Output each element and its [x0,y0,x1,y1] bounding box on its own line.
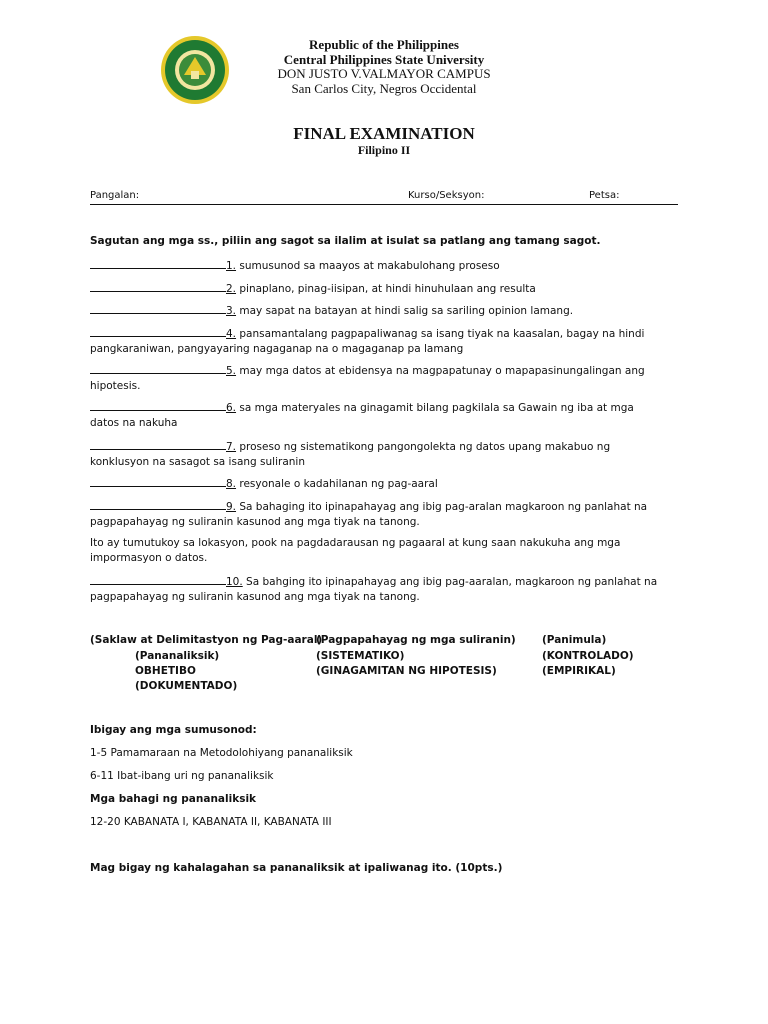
answer-blank[interactable] [90,280,226,292]
answer-blank[interactable] [90,438,226,450]
name-label: Pangalan: [90,190,140,201]
answer-blank[interactable] [90,325,226,337]
question-item: 2. pinaplano, pinag-iisipan, at hindi hinuhulaan ang resulta [90,280,680,297]
location-question: Ito ay tumutukoy sa lokasyon, pook na pagdadarausan ng pagaaral at kung saan nakukuha ang mga impormasyon o datos. [90,537,621,564]
part3-question: Mag bigay ng kahalagahan sa pananaliksik at ipaliwanag ito. (10pts.) [90,862,503,874]
header-city: San Carlos City, Negros Occidental [291,81,477,96]
choice: (GINAGAMITAN NG HIPOTESIS) [316,665,497,677]
choice: (SISTEMATIKO) [316,650,405,662]
header-republic: Republic of the Philippines [309,37,459,52]
header-campus: DON JUSTO V.VALMAYOR CAMPUS [277,66,491,81]
answer-blank[interactable] [90,573,226,585]
answer-blank[interactable] [90,399,226,411]
choice: (DOKUMENTADO) [135,680,238,692]
part2-heading: Ibigay ang mga sumusonod: [90,724,257,736]
choice: (Pagpapahayag ng mga suliranin) [316,634,516,646]
answer-blank[interactable] [90,362,226,374]
answer-blank[interactable] [90,498,226,510]
exam-subject: Filipino II [357,143,411,157]
question-item: 1. sumusunod sa maayos at makabulohang proseso [90,257,680,274]
part2-line: 12-20 KABANATA I, KABANATA II, KABANATA III [90,816,332,828]
date-label: Petsa: [589,190,620,201]
question-item: 3. may sapat na batayan at hindi salig sa sariling opinion lamang. [90,302,680,319]
choice: (Pananaliksik) [135,650,220,662]
header-university: Central Philippines State University [283,52,485,67]
question-item: 9. Sa bahaging ito ipinapahayag ang ibig pag-aralan magkaroon ng panlahat na pagpapahayag ng suliranin kasunod ang mga tiyak na tanong. [90,498,680,530]
student-info-line[interactable] [90,190,678,205]
choice: (Panimula) [542,634,607,646]
answer-blank[interactable] [90,302,226,314]
choice: OBHETIBO [135,665,196,677]
question-item: 4. pansamantalang pagpapaliwanag sa isang tiyak na kaasalan, bagay na hindi pangkaraniwan, pangyayaring nagaganap na o magaganap pa lamang [90,325,680,357]
question-item: 5. may mga datos at ebidensya na magpapatunay o mapapasinungalingan ang hipotesis. [90,362,680,394]
question-item: 7. proseso ng sistematikong pangongolekta ng datos upang makabuo ng konklusyon na sasagot sa isang suliranin [90,438,680,470]
answer-blank[interactable] [90,257,226,269]
choice: (KONTROLADO) [542,650,634,662]
part2-line: 1-5 Pamamaraan na Metodolohiyang pananaliksik [90,747,353,759]
choice: (Saklaw at Delimitastyon ng Pag-aaral) [90,634,323,646]
question-item: 8. resyonale o kadahilanan ng pag-aaral [90,475,680,492]
exam-title: FINAL EXAMINATION [293,124,475,143]
answer-blank[interactable] [90,475,226,487]
course-label: Kurso/Seksyon: [408,190,485,201]
question-item: 6. sa mga materyales na ginagamit bilang pagkilala sa Gawain ng iba at mga datos na nakuha [90,399,680,431]
choice: (EMPIRIKAL) [542,665,616,677]
question-item: 10. Sa bahging ito ipinapahayag ang ibig pag-aaralan, magkaroon ng panlahat na pagpapahayag ng suliranin kasunod ang mga tiyak na tanong. [90,573,680,605]
part2-line: 6-11 Ibat-ibang uri ng pananaliksik [90,770,274,782]
instruction: Sagutan ang mga ss., piliin ang sagot sa ilalim at isulat sa patlang ang tamang sagot. [90,235,601,247]
part2-line: Mga bahagi ng pananaliksik [90,793,257,805]
